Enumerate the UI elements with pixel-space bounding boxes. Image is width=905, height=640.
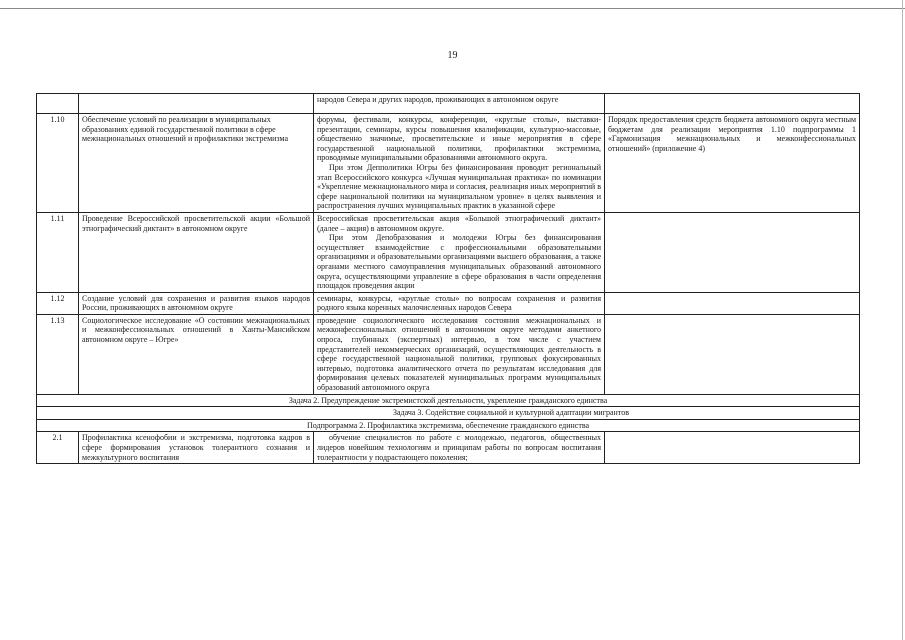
row-number (37, 94, 79, 114)
measure-content (314, 432, 605, 464)
table-row (37, 314, 860, 394)
measure-content: проведение социологического исследования состояния межнациональных и межконфессиональных отношений в автономном округе методами анкетного опроса, глубинных (экспертных) интервью, в том числе с участием представителей некоммерческих организаций, осуществляющих деятельность в сфере государственной национальной политики, групповых фокусированных интервью, подготовка аналитического отчета по результатам исследования для формирования целевых показателей муниципальных программ муниципальных образований автономного округа (314, 314, 605, 394)
section-heading: Задача 3. Содействие социальной и культурной адаптации мигрантов (37, 407, 860, 420)
measure-procedure (605, 292, 860, 314)
scan-edge-top (0, 8, 905, 9)
measure-procedure: Порядок предоставления средств бюджета автономного округа местным бюджетам для реализации мероприятия 1.10 подпрограммы 1 «Гармонизация межнациональных и межконфессиональных отношений» (приложение 4) (605, 114, 860, 213)
table-row (37, 212, 860, 292)
measure-content: народов Севера и других народов, проживающих в автономном округе (314, 94, 605, 114)
measure-name: Создание условий для сохранения и развития языков народов России, проживающих в автономном округе (79, 292, 314, 314)
content-paragraph: обучение специалистов по работе с молодежью, педагогов, общественных лидеров новейшим технологиям и принципам работы по вопросам воспитания толерантности у подрастающего поколения; (317, 433, 601, 462)
measure-procedure (605, 94, 860, 114)
table-row (37, 94, 860, 114)
measure-content: семинары, конкурсы, «круглые столы» по вопросам сохранения и развития родного языка коренных малочисленных народов Севера (314, 292, 605, 314)
table-row (37, 114, 860, 213)
row-number: 1.13 (37, 314, 79, 394)
row-number: 1.10 (37, 114, 79, 213)
measure-procedure (605, 314, 860, 394)
content-paragraph: форумы, фестивали, конкурсы, конференции, «круглые столы», выставки-презентации, семинары, курсы повышения квалификации, культурно-массовые, общественно значимые, просветительские и иные мероприятия в сфере государственной национальной политики, профилактики экстремизма, проводимые муниципальными образованиями автономного округа. (317, 115, 601, 163)
measures-table (36, 93, 860, 464)
subprogram-heading: Подпрограмма 2. Профилактика экстремизма, обеспечение гражданского единства (37, 419, 860, 432)
section-row (37, 419, 860, 432)
row-number: 1.11 (37, 212, 79, 292)
measure-name (79, 94, 314, 114)
section-row (37, 407, 860, 420)
measure-content (314, 114, 605, 213)
section-row (37, 394, 860, 407)
measure-name: Обеспечение условий по реализации в муниципальных образованиях единой государственной политики в сфере межнациональных отношений и профилактики экстремизма (79, 114, 314, 213)
content-paragraph: При этом Депобразования и молодежи Югры без финансирования осуществляет взаимодействие с профессиональными образовательными организациями и образовательными организациями высшего образования, а также органами местного самоуправления муниципальных образований автономного округа, осуществляющими управление в сфере образования в части определения площадок проведения акции (317, 233, 601, 291)
measure-name: Проведение Всероссийской просветительской акции «Большой этнографический диктант» в автономном округе (79, 212, 314, 292)
row-number: 1.12 (37, 292, 79, 314)
measure-name: Профилактика ксенофобии и экстремизма, подготовка кадров в сфере формирования установок толерантного сознания и межкультурного воспитания (79, 432, 314, 464)
row-number: 2.1 (37, 432, 79, 464)
content-paragraph: Всероссийская просветительская акция «Большой этнографический диктант» (далее – акция) в автономном округе. (317, 213, 601, 233)
content-paragraph: При этом Депполитики Югры без финансирования проводит региональный этап Всероссийского конкурса «Лучшая муниципальная практика» по номинации «Укрепление межнационального мира и согласия, реализация иных мероприятий в сфере национальной политики на муниципальном уровне» в целях выявления и распространения лучших муниципальных практик в указанной сфере (317, 162, 601, 211)
table-row (37, 292, 860, 314)
measure-procedure (605, 212, 860, 292)
section-heading: Задача 2. Предупреждение экстремистской деятельности, укрепление гражданского единства (37, 394, 860, 407)
measure-procedure (605, 432, 860, 464)
scan-edge-right (902, 0, 903, 640)
measure-content (314, 212, 605, 292)
page-number: 19 (447, 50, 458, 61)
measure-name: Социологическое исследование «О состоянии межнациональных и межконфессиональных отношений в Ханты-Мансийском автономном округе – Югре» (79, 314, 314, 394)
table-row (37, 432, 860, 464)
